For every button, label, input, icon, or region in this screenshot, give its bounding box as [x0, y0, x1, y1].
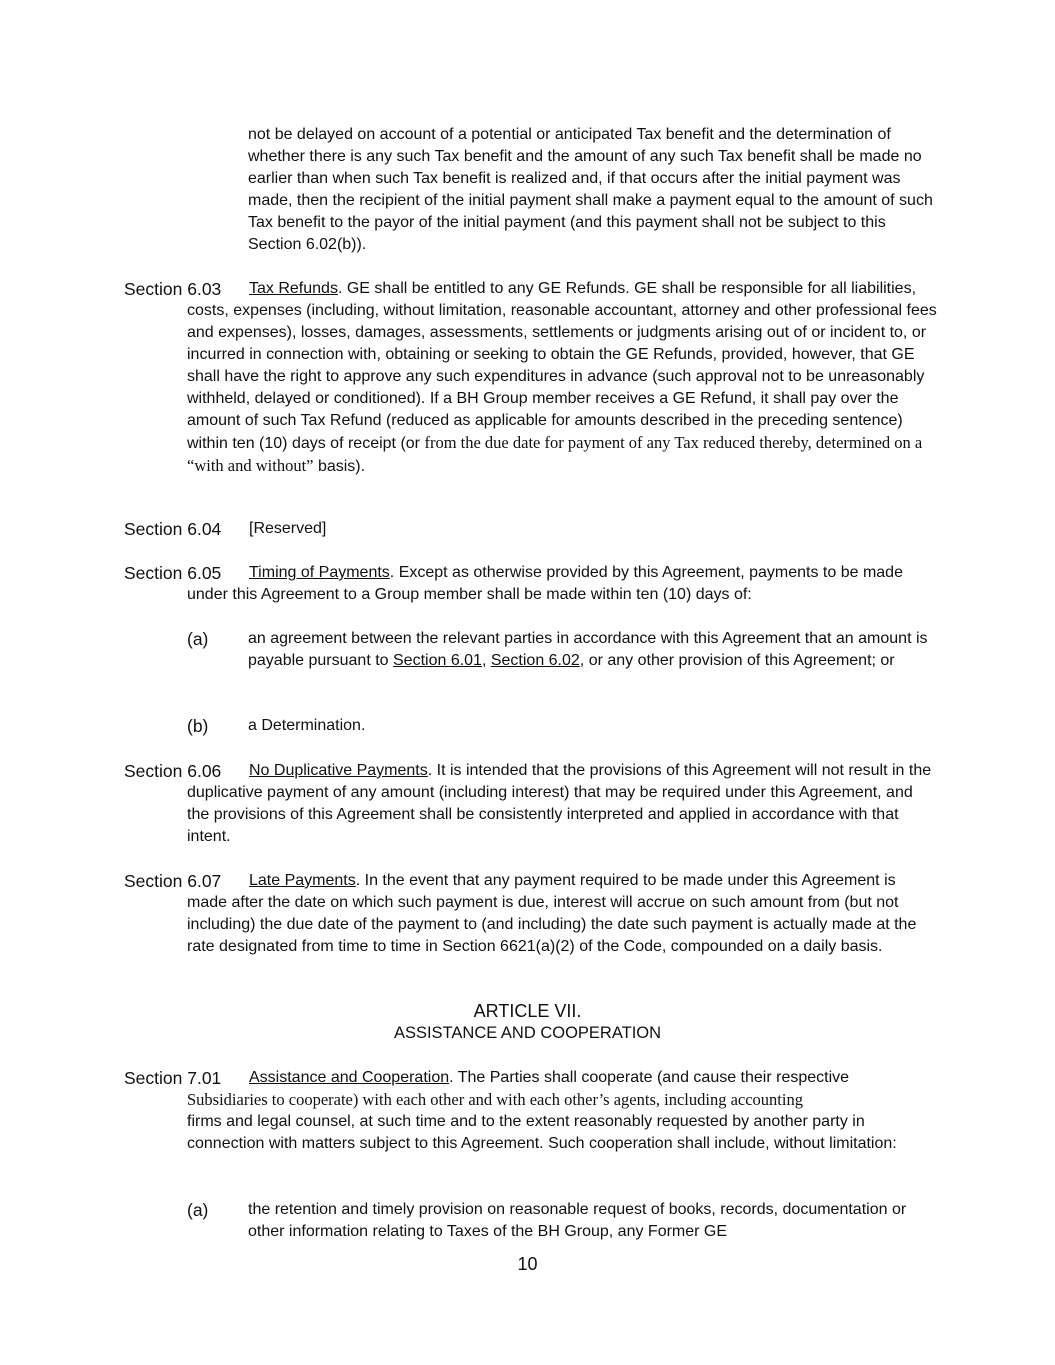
section-6-03-text-a: . GE shall be entitled to any GE Refunds. GE shall be responsible for all liabilities, costs, expenses (including, without limitation, reasonable accountant, attorney and other professional fees and expenses), losses, damages, assessments, settlements or judgments arising out of or incident to, or incurred in connection with, obtaining or seeking to obtain the GE Refunds, provided, however, that GE shall have the right to approve any such expenditures in advance (such approval not to be unreasonably withheld, delayed or conditioned). If a BH Group member receives a GE Refund, it shall pay over the amount of such Tax Refund (reduced as applicable for amounts described in the preceding sentence) within ten (10) days of receipt (or [187, 280, 937, 452]
item-a-text-3: , or any other provision of this Agreement; or [579, 652, 895, 669]
section-6-05-number: Section 6.05 [124, 563, 222, 583]
section-6-03-text-c: basis). [317, 458, 366, 475]
section-6-05-item-b: a Determination. [248, 717, 366, 734]
section-6-06-text: . It is intended that the provisions of this Agreement will not result in the duplicative payment of any amount (including interest) that may be required under this Agreement, and the provisions of this Agreement shall be consistently interpreted and applied in accordance with that intent. [187, 762, 932, 845]
section-6-05-item-a [248, 628, 938, 672]
section-6-03-text-b: from the due date for payment of any Tax reduced thereby, determined on a “with and without” [187, 433, 923, 475]
section-6-03-number: Section 6.03 [124, 279, 222, 299]
item-a-text-1: an agreement between the relevant parties in accordance with this Agreement that an amount is payable pursuant to [248, 630, 928, 669]
section-6-02-reference: Section 6.02 [490, 652, 580, 669]
continuation-paragraph: not be delayed on account of a potential or anticipated Tax benefit and the determination of whether there is any such Tax benefit and the amount of any such Tax benefit shall be made no earlier than when such Tax benefit is realized and, if that occurs after the initial payment was made, then the recipient of the initial payment shall make a payment equal to the amount of such Tax benefit to the payor of the initial payment (and this payment shall not be subject to this Section 6.02(b)). [248, 126, 933, 253]
section-7-01-text-b: Subsidiaries to cooperate) with each other and with each other’s agents, including accounting [187, 1090, 803, 1109]
section-6-06-title: No Duplicative Payments [249, 762, 428, 779]
section-6-06-body [187, 760, 937, 848]
page-number: 10 [517, 1254, 538, 1274]
item-a-text-2: , [481, 652, 491, 669]
section-6-06-number: Section 6.06 [124, 761, 222, 781]
article-number: ARTICLE VII. [473, 1001, 582, 1021]
section-6-07-title: Late Payments [249, 872, 356, 889]
section-6-03-body [187, 278, 937, 478]
section-6-05-text: . Except as otherwise provided by this Agreement, payments to be made under this Agreement to a Group member shall be made within ten (10) days of: [187, 564, 903, 603]
section-6-05-item-a-label: (a) [187, 629, 209, 649]
section-6-07-body [187, 870, 937, 958]
section-7-01-item-a: the retention and timely provision on reasonable request of books, records, documentation or other information relating to Taxes of the BH Group, any Former GE [248, 1201, 907, 1240]
section-6-04-text: [Reserved] [249, 520, 327, 537]
section-6-04-number: Section 6.04 [124, 519, 222, 539]
section-6-07-text: . In the event that any payment required to be made under this Agreement is made after the date on which such payment is due, interest will accrue on such amount from (but not including) the due date of the payment to (and including) the date such payment is actually made at the rate designated from time to time in Section 6621(a)(2) of the Code, compounded on a daily basis. [187, 872, 917, 955]
section-6-05-body [187, 562, 937, 606]
section-6-05-item-b-label: (b) [187, 716, 209, 736]
section-7-01-text-c: firms and legal counsel, at such time and to the extent reasonably requested by another party in connection with matters subject to this Agreement. Such cooperation shall include, without limitation: [187, 1113, 897, 1152]
section-7-01-item-a-label: (a) [187, 1200, 209, 1220]
section-6-03-title: Tax Refunds [249, 280, 338, 297]
section-7-01-number: Section 7.01 [124, 1068, 222, 1088]
section-6-05-title: Timing of Payments [249, 564, 390, 581]
section-7-01-body [187, 1067, 937, 1089]
article-title: ASSISTANCE AND COOPERATION [393, 1024, 662, 1042]
section-6-07-number: Section 6.07 [124, 871, 222, 891]
section-6-01-reference: Section 6.01 [393, 652, 482, 669]
section-7-01-text-a: . The Parties shall cooperate (and cause their respective [449, 1069, 850, 1086]
section-7-01-title: Assistance and Cooperation [249, 1069, 450, 1086]
